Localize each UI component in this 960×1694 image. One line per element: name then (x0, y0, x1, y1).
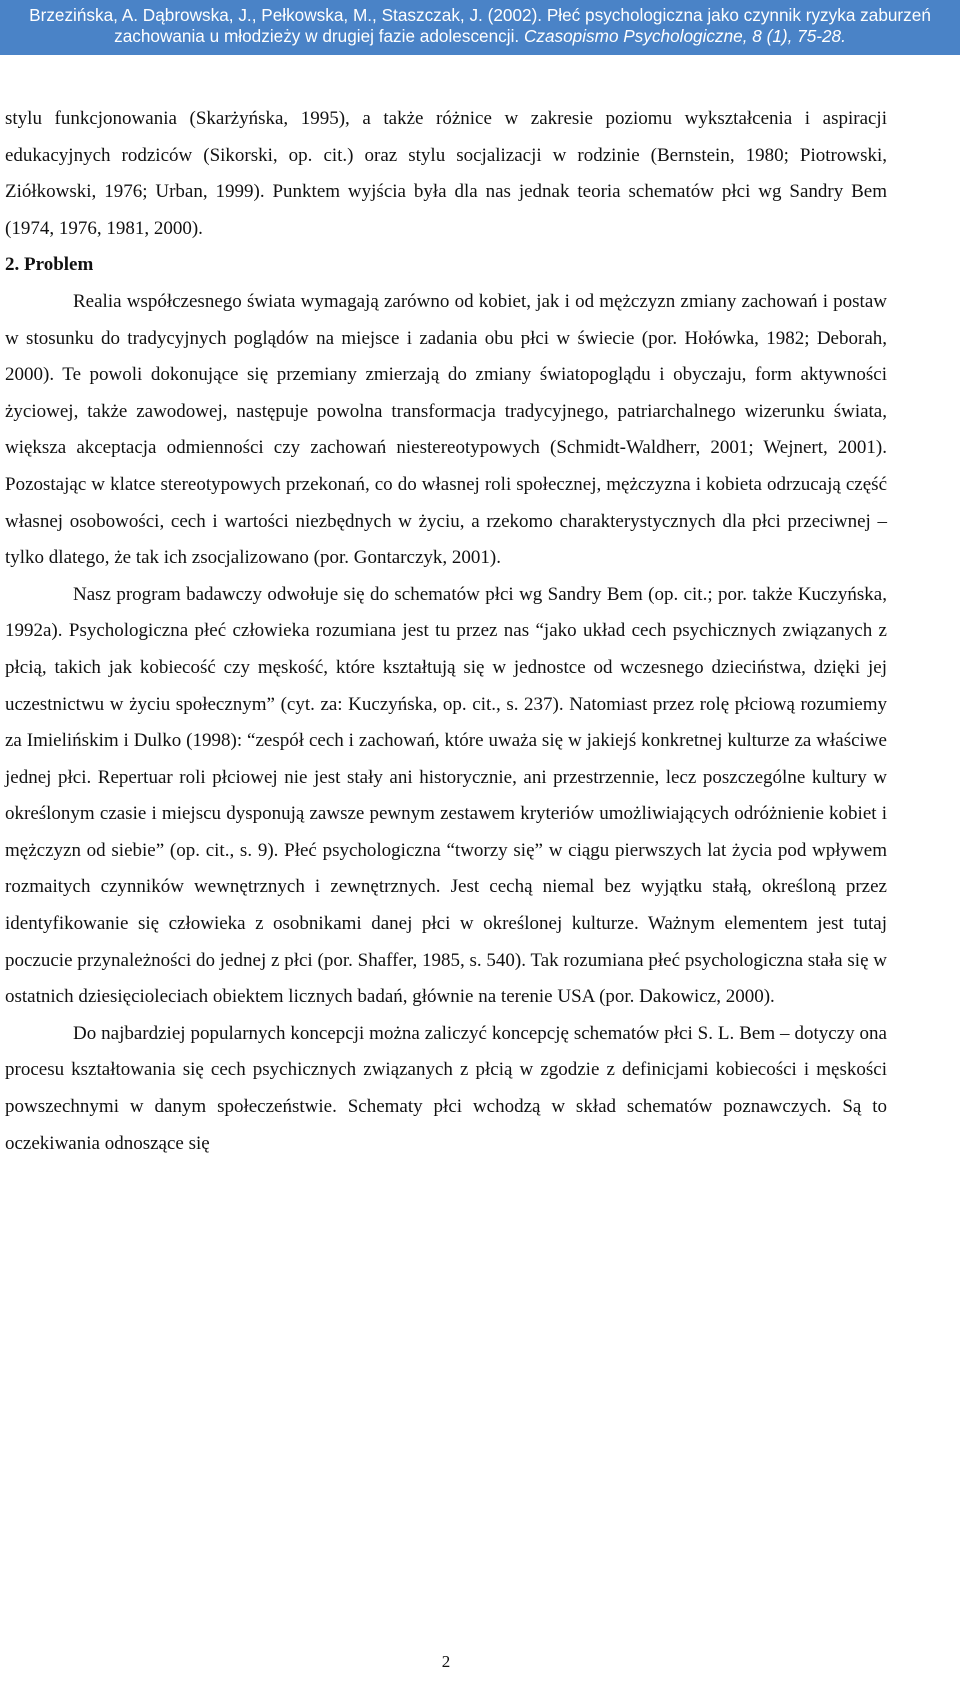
header-citation-line-2 (0, 26, 960, 47)
page-number: 2 (441, 1652, 451, 1671)
header-citation-plain: zachowania u młodzieży w drugiej fazie adolescencji. (114, 26, 524, 46)
body-text (5, 101, 887, 1162)
paragraph-research-program: Nasz program badawczy odwołuje się do schematów płci wg Sandry Bem (op. cit.; por. także Kuczyńska, 1992a). Psychologiczna płeć człowieka rozumiana jest tu przez nas “jako układ cech psychicznych związanych z płcią, takich jak kobiecość czy męskość, które kształtują się w jednostce od wczesnego dzieciństwa, dzięki jej uczestnictwu w życiu społecznym” (cyt. za: Kuczyńska, op. cit., s. 237). Natomiast przez rolę płciową rozumiemy za Imielińskim i Dulko (1998): “zespół cech i zachowań, które uważa się w jakiejś konkretnej kulturze za właściwe jednej płci. Repertuar roli płciowej nie jest stały ani historycznie, ani przestrzennie, lecz poszczególne kultury w określonym czasie i miejscu dysponują zawsze pewnym zestawem kryteriów umożliwiających odróżnienie kobiet i mężczyzn od siebie” (op. cit., s. 9). Płeć psychologiczna “tworzy się” w ciągu pierwszych lat życia pod wpływem rozmaitych czynników wewnętrznych i zewnętrznych. Jest cechą niemal bez wyjątku stałą, określoną przez identyfikowanie się człowieka z osobnikami danej płci w określonej kulturze. Ważnym elementem jest tutaj poczucie przynależności do jednej z płci (por. Shaffer, 1985, s. 540). Tak rozumiana płeć psychologiczna stała się w ostatnich dziesięcioleciach obiektem licznych badań, głównie na terenie USA (por. Dakowicz, 2000). (5, 583, 887, 1008)
paragraph-continued: stylu funkcjonowania (Skarżyńska, 1995), a także różnice w zakresie poziomu wykształcenia i aspiracji edukacyjnych rodziców (Sikorski, op. cit.) oraz stylu socjalizacji w rodzinie (Bernstein, 1980; Piotrowski, Ziółkowski, 1976; Urban, 1999). Punktem wyjścia była dla nas jednak teoria schematów płci wg Sandry Bem (1974, 1976, 1981, 2000). (5, 108, 887, 239)
header-journal-italic: Czasopismo Psychologiczne, 8 (1), 75-28. (523, 26, 846, 46)
running-header (0, 0, 960, 55)
header-citation-line-1: Brzezińska, A. Dąbrowska, J., Pełkowska, M., Staszczak, J. (2002). Płeć psychologiczna jako czynnik ryzyka zaburzeń (29, 5, 931, 25)
section-heading: 2. Problem (5, 254, 94, 276)
paragraph-problem: Realia współczesnego świata wymagają zarówno od kobiet, jak i od mężczyzn zmiany zachowań i postaw w stosunku do tradycyjnych poglądów na miejsce i zadania obu płci w świecie (por. Hołówka, 1982; Deborah, 2000). Te powoli dokonujące się przemiany zmierzają do zmiany światopoglądu i obyczaju, form aktywności życiowej, także zawodowej, następuje powolna transformacja tradycyjnego, patriarchalnego wizerunku świata, większa akceptacja odmienności czy zachowań niestereotypowych (Schmidt-Waldherr, 2001; Wejnert, 2001). Pozostając w klatce stereotypowych przekonań, co do własnej roli społecznej, mężczyzna i kobieta odrzucają część własnej osobowości, cech i wartości niezbędnych w życiu, a rzekomo charakterystycznych dla płci przeciwnej – tylko dlatego, że tak ich zsocjalizowano (por. Gontarczyk, 2001). (5, 290, 887, 569)
paragraph-bem-concept: Do najbardziej popularnych koncepcji można zaliczyć koncepcję schematów płci S. L. Bem – dotyczy ona procesu kształtowania się cech psychicznych związanych z płcią w zgodzie z definicjami kobiecości i męskości powszechnymi w danym społeczeństwie. Schematy płci wchodzą w skład schematów poznawczych. Są to oczekiwania odnoszące się (5, 1022, 887, 1154)
